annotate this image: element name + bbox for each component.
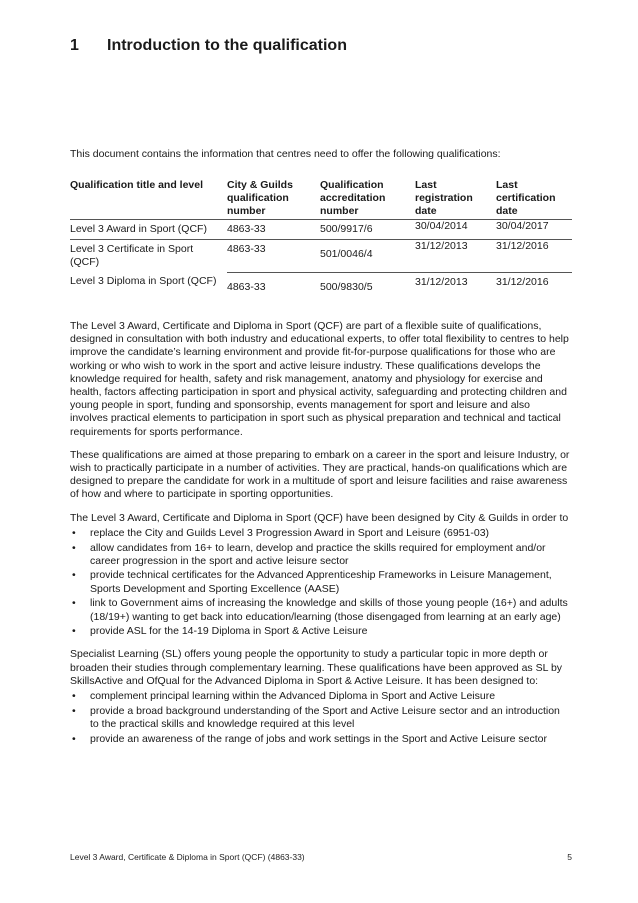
column-header: Last registration date — [415, 179, 496, 220]
table-cell: 500/9830/5 — [320, 280, 373, 293]
column-header: Last certification date — [496, 179, 572, 220]
section-number: 1 — [70, 37, 79, 54]
list-item: • complement principal learning within the Advanced Diploma in Sport and Active Leisure — [72, 690, 496, 703]
design-list — [70, 690, 570, 746]
footer-title: Level 3 Award, Certificate & Diploma in Sport (QCF) (4863-33) — [70, 852, 305, 862]
table-header-row — [70, 179, 572, 220]
bullet-icon: • — [72, 690, 76, 703]
table-cell: 31/12/2016 — [496, 275, 549, 288]
list-item: • provide a broad background understanding of the Sport and Active Leisure sector and an introduction to the practical skills and knowledge required at this level — [72, 704, 560, 730]
column-header: Qualification accreditation number — [320, 179, 415, 220]
table-cell: 30/04/2014 — [415, 220, 496, 240]
section-heading — [70, 37, 347, 55]
table-row — [70, 240, 572, 273]
table-cell: 31/12/2013 — [415, 275, 468, 288]
column-header: City & Guilds qualification number — [227, 179, 320, 220]
page-footer — [70, 852, 572, 862]
table-cell: 501/0046/4 — [320, 240, 415, 273]
table-cell: 30/04/2017 — [496, 220, 572, 240]
bullet-icon: • — [72, 526, 76, 539]
column-header: Qualification title and level — [70, 179, 227, 220]
paragraph: The Level 3 Award, Certificate and Diploma in Sport (QCF) have been designed by City & Guilds in order to — [70, 511, 569, 524]
bullet-icon: • — [72, 597, 76, 610]
table-cell: 4863-33 — [227, 220, 320, 240]
table-cell: 31/12/2016 — [496, 240, 572, 273]
aims-list — [70, 527, 570, 639]
list-item: • provide technical certificates for the Advanced Apprenticeship Frameworks in Leisure Management, Sports Development and Sporting Excellence (AASE) — [72, 569, 552, 595]
table-cell: 500/9917/6 — [320, 220, 415, 240]
list-item: • replace the City and Guilds Level 3 Progression Award in Sport and Leisure (6951-03) — [72, 526, 490, 539]
table-cell: 4863-33 — [227, 240, 320, 273]
table-cell: 4863-33 — [227, 280, 266, 293]
list-item: • allow candidates from 16+ to learn, develop and practice the skills required for employment and/or career progression in the sport and active leisure sector — [72, 541, 546, 567]
intro-text: This document contains the information that centres need to offer the following qualifications: — [70, 148, 501, 160]
list-item: • link to Government aims of increasing the knowledge and skills of those young people (16+) and adults (18/19+) wanting to get back into education/learning (those disengaged from learning at an early age) — [72, 597, 568, 623]
section-title: Introduction to the qualification — [107, 37, 347, 54]
bullet-icon: • — [72, 732, 76, 745]
bullet-icon: • — [72, 704, 76, 717]
bullet-icon: • — [72, 625, 76, 638]
list-item: • provide ASL for the 14-19 Diploma in Sport & Active Leisure — [72, 625, 368, 638]
list-item: • provide an awareness of the range of jobs and work settings in the Sport and Active Leisure sector — [72, 732, 548, 745]
page-number: 5 — [567, 852, 572, 862]
table-cell: Level 3 Award in Sport (QCF) — [70, 220, 227, 240]
table-cell: 31/12/2013 — [415, 240, 496, 273]
paragraph: The Level 3 Award, Certificate and Diploma in Sport (QCF) are part of a flexible suite of qualifications, designed in consultation with both industry and educational experts, to offer total flexibility to centres to help improve the candidate’s learning environment and provide fit-for-purpose qualifications for those who are working or who wish to work in the sport and active leisure industry. These qualifications develops the knowledge required for health, safety and risk management, anatomy and physiology for exercise and health, factors affecting participation in sport and physical activity, safeguarding and protecting children and young people in sport, funding and sponsorship, events management for sport and leisure and also involves practical elements to participation in sport such as physical preparation and technical and tactical requirements for sports performance. — [70, 320, 569, 438]
bullet-icon: • — [72, 569, 76, 582]
table-row — [70, 272, 572, 297]
qualifications-table — [70, 179, 572, 297]
table-cell: Level 3 Diploma in Sport (QCF) — [70, 275, 217, 287]
bullet-icon: • — [72, 541, 76, 554]
paragraph: Specialist Learning (SL) offers young people the opportunity to study a particular topic in more depth or broaden their studies through complementary learning. These qualifications have been approved as SL by SkillsActive and OfQual for the Advanced Diploma in Sport & Active Leisure. It has been designed to: — [70, 648, 563, 687]
body-text — [70, 320, 570, 756]
paragraph: These qualifications are aimed at those preparing to embark on a career in the sport and leisure Industry, or wish to practically participate in a number of activities. They are practical, hands-on qualifications which are designed to prepare the candidate for work in a multitude of sport and leisure facilities and raise awareness of how and where to participate in sporting opportunities. — [70, 448, 570, 501]
table-cell: Level 3 Certificate in Sport (QCF) — [70, 243, 194, 268]
table-row — [70, 220, 572, 240]
